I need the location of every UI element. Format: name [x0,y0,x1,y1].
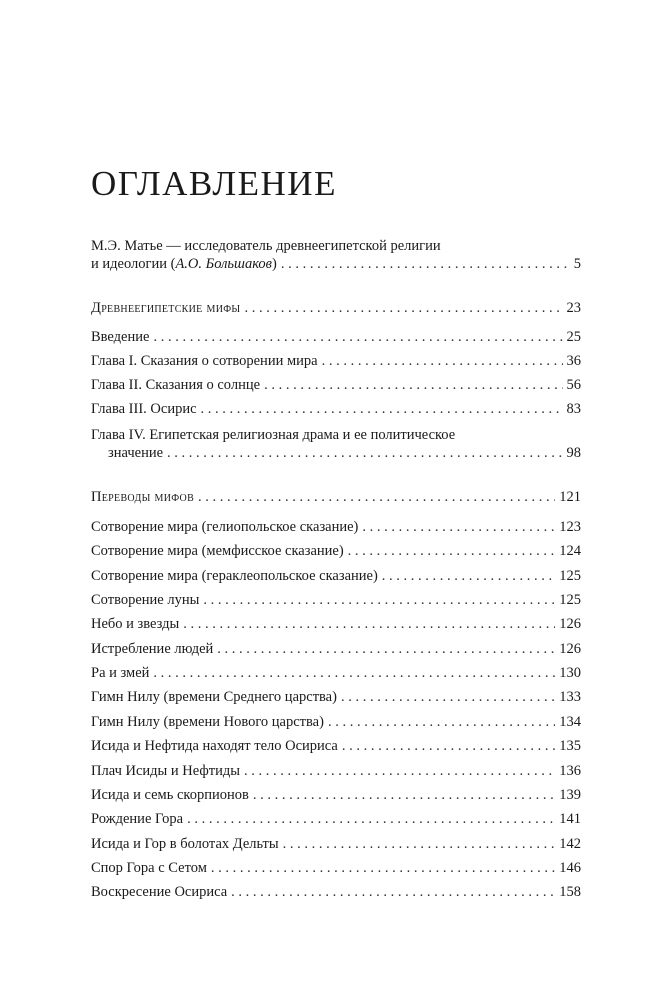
page-number: 36 [566,353,581,369]
toc-entry[interactable] [91,640,581,658]
page-number: 25 [566,329,581,345]
page-number: 83 [566,401,581,417]
toc-entry-label: Небо и звезды [91,616,180,633]
toc-entry[interactable] [91,426,581,462]
dot-leader [328,713,555,731]
toc-entry-label: Ра и змей [91,665,150,682]
toc-entry-label: Истребление людей [91,640,214,657]
toc-entry-label-line2: и идеологии (А.О. Большаков) [91,256,277,272]
page-number: 126 [559,640,581,657]
toc-entry[interactable] [91,786,581,804]
dot-leader [153,328,562,346]
toc-entry[interactable] [91,664,581,682]
dot-leader [348,542,556,560]
toc-entry-label: Исида и Гор в болотах Дельты [91,835,279,852]
page-title: ОГЛАВЛЕНИЕ [91,164,337,203]
toc-entry[interactable] [91,713,581,731]
dot-leader [187,810,555,828]
page-number: 135 [559,738,581,755]
toc-entry[interactable] [91,352,581,370]
page-number: 56 [566,377,581,393]
dot-leader [283,835,556,853]
dot-leader [198,488,555,506]
toc-part-heading[interactable] [91,299,581,317]
dot-leader [167,444,562,462]
toc-entry-label: Исида и Нефтида находят тело Осириса [91,738,338,755]
page-number: 130 [559,665,581,682]
toc-entry-intro[interactable] [91,237,581,273]
toc-entry-label-line1: Глава IV. Египетская религиозная драма и ее политическое [91,427,456,443]
dot-leader [253,786,555,804]
part-title: Переводы мифов [91,489,195,505]
page-number: 126 [559,616,581,633]
toc-entry-label-line2: значение [108,445,164,461]
toc-entry[interactable] [91,400,581,418]
dot-leader [244,299,562,317]
toc-entry[interactable] [91,542,581,560]
toc-entry-label: Плач Исиды и Нефтиды [91,762,240,779]
part-title: Древнеегипетские мифы [91,300,241,316]
toc-entry-label: Введение [91,329,150,345]
dot-leader [341,688,555,706]
toc-entry[interactable] [91,835,581,853]
page-number: 146 [559,859,581,876]
page-number: 136 [559,762,581,779]
dot-leader [281,255,570,273]
toc-entry[interactable] [91,328,581,346]
page-number: 23 [566,300,581,316]
page-number: 121 [559,489,581,505]
dot-leader [322,352,563,370]
toc-entry-label: Сотворение луны [91,592,200,609]
toc-entry[interactable] [91,518,581,536]
page-number: 142 [559,835,581,852]
toc-entry[interactable] [91,615,581,633]
page-number: 98 [566,445,581,461]
toc-entry-label: Рождение Гора [91,811,184,828]
page-number: 133 [559,689,581,706]
toc-entry[interactable] [91,567,581,585]
toc-entry-label: Гимн Нилу (времени Среднего царства) [91,689,337,706]
dot-leader [362,518,555,536]
dot-leader [203,591,555,609]
page-number: 139 [559,786,581,803]
page-number: 125 [559,592,581,609]
toc-entry-label: Сотворение мира (гелиопольское сказание) [91,519,359,535]
dot-leader [217,640,555,658]
toc-entry[interactable] [91,762,581,780]
toc-entry-label: Сотворение мира (мемфисское сказание) [91,543,344,560]
toc-entry[interactable] [91,810,581,828]
dot-leader [153,664,555,682]
dot-leader [244,762,555,780]
toc-entry[interactable] [91,591,581,609]
author-name: А.О. Большаков [175,256,272,272]
dot-leader [231,883,555,901]
dot-leader [342,737,555,755]
toc-entry-label: Воскресение Осириса [91,884,228,901]
toc-entry-label: Глава III. Осирис [91,401,197,417]
toc-entry-label: Исида и семь скорпионов [91,786,249,803]
page-number: 134 [559,713,581,730]
toc-entry[interactable] [91,859,581,877]
page-number: 125 [559,567,581,584]
toc-entry-label: Глава I. Сказания о сотворении мира [91,353,318,369]
page-number: 141 [559,811,581,828]
toc-entry[interactable] [91,883,581,901]
dot-leader [382,567,555,585]
toc-entry-label-line1: М.Э. Матье — исследователь древнеегипетской религии [91,238,441,254]
dot-leader [264,376,562,394]
toc-entry[interactable] [91,688,581,706]
toc-entry-label: Сотворение мира (гераклеопольское сказание) [91,567,378,584]
toc-entry[interactable] [91,376,581,394]
toc-part-heading[interactable] [91,488,581,506]
page-number: 158 [559,884,581,901]
dot-leader [183,615,555,633]
page-number: 5 [573,256,581,272]
dot-leader [211,859,555,877]
toc-entry[interactable] [91,737,581,755]
page-number: 123 [559,519,581,535]
toc-entry-label: Глава II. Сказания о солнце [91,377,261,393]
dot-leader [201,400,563,418]
toc-entry-label: Гимн Нилу (времени Нового царства) [91,713,324,730]
page-number: 124 [559,543,581,560]
toc-entry-label: Спор Гора с Сетом [91,859,207,876]
